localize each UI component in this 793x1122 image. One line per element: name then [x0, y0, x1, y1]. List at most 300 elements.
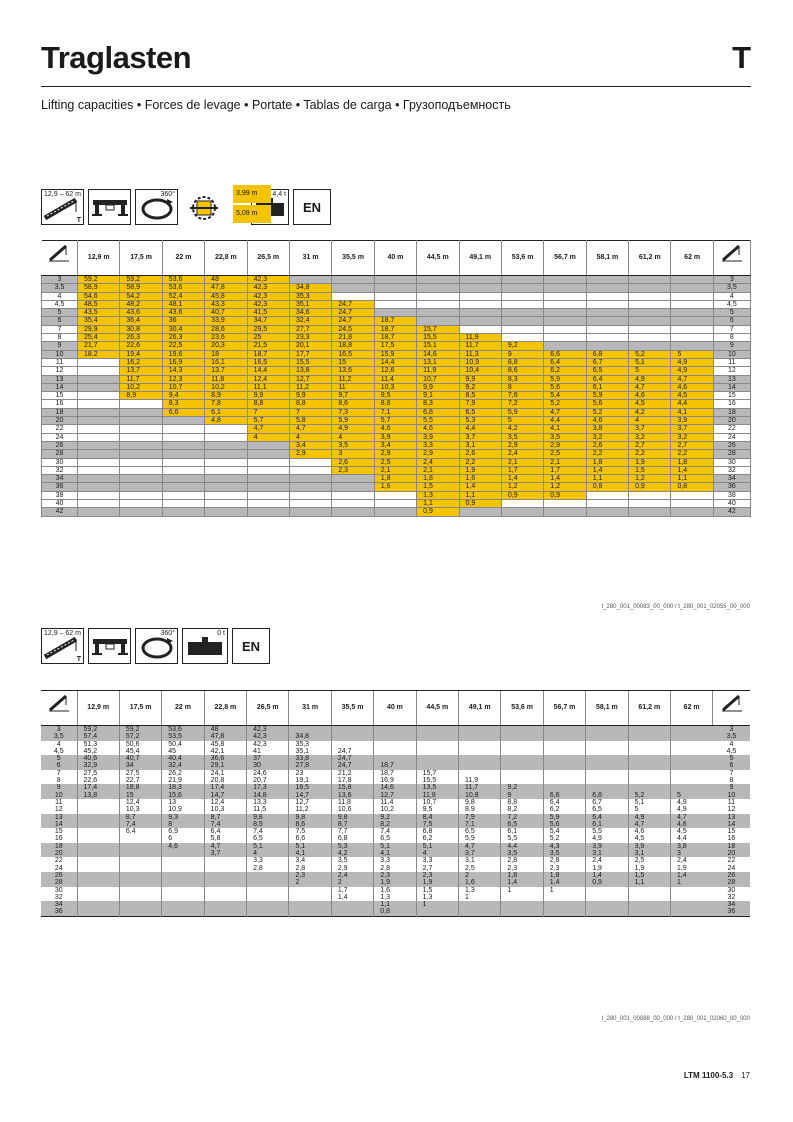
capacity-cell: 27,5	[77, 770, 119, 777]
capacity-cell: 2,4	[586, 857, 628, 864]
capacity-cell: 1,6	[374, 887, 416, 894]
capacity-cell	[78, 466, 120, 474]
capacity-cell: 2,1	[374, 466, 416, 474]
capacity-cell	[332, 500, 374, 508]
radius-label: 24	[713, 433, 750, 441]
boom-length-header: 61,2 m	[628, 691, 670, 726]
table-row	[42, 284, 751, 292]
radius-label: 5	[713, 755, 750, 762]
capacity-cell	[459, 770, 501, 777]
capacity-cell: 24,1	[204, 770, 246, 777]
capacity-cell	[543, 733, 585, 740]
capacity-cell	[416, 741, 458, 748]
outrigger-base-icon	[182, 189, 225, 225]
capacity-cell	[205, 483, 247, 491]
capacity-cell: 5,7	[247, 417, 289, 425]
capacity-cell	[119, 887, 161, 894]
capacity-cell: 0,9	[459, 500, 501, 508]
capacity-cell: 7,8	[205, 400, 247, 408]
capacity-cell: 9,1	[417, 392, 459, 400]
radius-label: 28	[41, 879, 77, 886]
capacity-cell: 8,6	[289, 821, 331, 828]
capacity-cell	[204, 865, 246, 872]
config-2-icons	[41, 628, 270, 664]
capacity-cell	[671, 342, 713, 350]
capacity-cell: 11,8	[416, 792, 458, 799]
table-row	[41, 748, 750, 755]
capacity-cell: 45,8	[205, 292, 247, 300]
capacity-cell	[629, 292, 671, 300]
capacity-cell	[628, 901, 670, 908]
capacity-cell	[671, 508, 713, 516]
capacity-cell: 21,9	[162, 777, 204, 784]
capacity-cell: 4,5	[628, 835, 670, 842]
capacity-cell	[78, 392, 120, 400]
capacity-cell: 9,3	[162, 814, 204, 821]
capacity-cell: 14,3	[162, 367, 204, 375]
capacity-cell: 3,3	[416, 857, 458, 864]
capacity-cell	[586, 762, 628, 769]
capacity-cell	[671, 500, 713, 508]
radius-label: 4,5	[42, 300, 78, 308]
capacity-cell	[416, 726, 458, 734]
capacity-cell	[77, 908, 119, 916]
capacity-cell	[543, 894, 585, 901]
capacity-cell	[629, 500, 671, 508]
capacity-cell: 52,4	[162, 292, 204, 300]
capacity-cell: 13,1	[417, 358, 459, 366]
boom-length-header: 61,2 m	[629, 241, 671, 276]
capacity-cell: 40,7	[119, 755, 161, 762]
capacity-cell: 21,7	[78, 342, 120, 350]
capacity-cell: 4,6	[629, 392, 671, 400]
table-row	[41, 755, 750, 762]
capacity-cell: 4,7	[247, 425, 289, 433]
capacity-cell	[289, 908, 331, 916]
capacity-cell	[205, 491, 247, 499]
capacity-cell	[162, 475, 204, 483]
capacity-cell	[501, 292, 543, 300]
capacity-cell	[374, 733, 416, 740]
boom-length-header: 49,1 m	[459, 241, 501, 276]
capacity-cell: 4,6	[628, 828, 670, 835]
capacity-cell: 24,5	[332, 325, 374, 333]
capacity-cell: 35,3	[289, 292, 331, 300]
capacity-cell	[374, 741, 416, 748]
capacity-cell	[586, 733, 628, 740]
capacity-cell: 35,1	[289, 748, 331, 755]
capacity-cell: 5,3	[459, 417, 501, 425]
capacity-cell: 7	[247, 408, 289, 416]
radius-label: 16	[727, 835, 736, 843]
capacity-cell: 2,8	[247, 865, 289, 872]
capacity-cell	[501, 726, 543, 734]
capacity-cell	[247, 879, 289, 886]
capacity-cell: 13,8	[77, 792, 119, 799]
capacity-cell: 4	[247, 850, 289, 857]
capacity-cell: 8	[501, 383, 543, 391]
capacity-cell: 1,7	[544, 466, 586, 474]
capacity-cell	[543, 755, 585, 762]
capacity-cell	[586, 276, 628, 284]
radius-label: 32	[713, 466, 750, 474]
table-row	[42, 491, 751, 499]
capacity-cell	[586, 726, 628, 734]
capacity-cell: 8,9	[459, 806, 501, 813]
capacity-cell: 4,9	[332, 425, 374, 433]
capacity-cell: 40,7	[205, 309, 247, 317]
capacity-cell: 4,7	[289, 425, 331, 433]
capacity-cell: 22,7	[119, 777, 161, 784]
capacity-cell	[543, 748, 585, 755]
capacity-cell: 8,4	[416, 814, 458, 821]
capacity-cell: 5,9	[501, 408, 543, 416]
capacity-cell	[162, 500, 204, 508]
table-row	[42, 441, 751, 449]
table-row	[41, 741, 750, 748]
capacity-cell	[501, 901, 543, 908]
capacity-cell: 7,4	[204, 821, 246, 828]
capacity-cell: 1,8	[417, 475, 459, 483]
capacity-cell	[247, 441, 289, 449]
capacity-cell	[331, 733, 373, 740]
table-row	[41, 726, 750, 734]
capacity-cell	[629, 491, 671, 499]
table-row	[42, 276, 751, 284]
norm-label: EN	[241, 638, 261, 654]
load-chart-table-2	[41, 690, 750, 917]
capacity-cell: 9,8	[289, 814, 331, 821]
capacity-cell	[247, 491, 289, 499]
capacity-cell: 2,7	[416, 865, 458, 872]
capacity-cell	[586, 284, 628, 292]
capacity-cell: 1,2	[629, 475, 671, 483]
capacity-cell	[120, 466, 162, 474]
radius-label: 10	[713, 792, 750, 799]
capacity-cell: 1,7	[501, 466, 543, 474]
capacity-cell	[77, 850, 119, 857]
table-row	[42, 425, 751, 433]
capacity-cell: 1,1	[374, 901, 416, 908]
radius-label: 6	[713, 317, 750, 325]
title-rule	[41, 86, 751, 87]
capacity-cell: 4,9	[628, 814, 670, 821]
boom-length-header: 49,1 m	[459, 691, 501, 726]
capacity-cell	[78, 441, 120, 449]
counterweight-icon	[182, 628, 228, 664]
capacity-cell	[501, 309, 543, 317]
capacity-cell	[629, 508, 671, 516]
capacity-cell	[77, 857, 119, 864]
boom-unit-label: T	[76, 217, 81, 224]
radius-label: 26	[713, 872, 750, 879]
capacity-cell: 5,9	[332, 417, 374, 425]
capacity-cell	[586, 317, 628, 325]
capacity-cell: 7,4	[374, 828, 416, 835]
table-row	[41, 865, 750, 872]
capacity-cell: 8,8	[501, 358, 543, 366]
capacity-cell	[586, 901, 628, 908]
capacity-cell: 12,7	[289, 375, 331, 383]
capacity-cell	[670, 762, 712, 769]
capacity-cell	[120, 483, 162, 491]
capacity-cell	[120, 491, 162, 499]
capacity-cell: 2,3	[289, 872, 331, 879]
capacity-cell: 1,4	[671, 466, 713, 474]
capacity-cell: 4,1	[544, 425, 586, 433]
norm-badge	[293, 189, 331, 225]
capacity-cell: 24,7	[331, 748, 373, 755]
capacity-cell	[629, 317, 671, 325]
capacity-cell: 6,4	[544, 358, 586, 366]
capacity-cell: 2,3	[543, 865, 585, 872]
capacity-cell	[120, 400, 162, 408]
capacity-cell: 13,6	[331, 792, 373, 799]
capacity-cell	[162, 857, 204, 864]
capacity-cell: 9	[501, 792, 543, 799]
radius-label: 13	[42, 375, 78, 383]
capacity-cell: 3	[670, 850, 712, 857]
capacity-cell: 12,4	[204, 799, 246, 806]
capacity-cell: 24,6	[247, 770, 289, 777]
capacity-cell: 54,2	[120, 292, 162, 300]
capacity-cell	[77, 894, 119, 901]
capacity-cell: 4,1	[374, 850, 416, 857]
boom-length-header: 17,5 m	[119, 691, 161, 726]
capacity-cell: 34,7	[247, 317, 289, 325]
capacity-cell	[162, 894, 204, 901]
capacity-cell: 1,5	[417, 483, 459, 491]
capacity-cell	[586, 770, 628, 777]
radius-label: 28	[713, 879, 750, 886]
capacity-cell	[628, 777, 670, 784]
capacity-cell: 18,7	[374, 770, 416, 777]
capacity-cell	[416, 755, 458, 762]
radius-label: 5	[713, 309, 750, 317]
capacity-cell	[671, 325, 713, 333]
capacity-cell	[543, 908, 585, 916]
capacity-cell	[78, 358, 120, 366]
capacity-cell: 2	[459, 872, 501, 879]
table-row	[41, 894, 750, 901]
capacity-cell	[77, 865, 119, 872]
capacity-cell: 9,2	[374, 814, 416, 821]
capacity-cell: 27,8	[289, 762, 331, 769]
capacity-cell	[331, 726, 373, 734]
radius-label: 12	[42, 367, 78, 375]
capacity-cell	[120, 433, 162, 441]
capacity-cell	[205, 425, 247, 433]
capacity-cell: 24,7	[332, 300, 374, 308]
capacity-cell	[205, 508, 247, 516]
capacity-cell: 1,3	[374, 894, 416, 901]
capacity-cell	[629, 334, 671, 342]
capacity-cell: 4,6	[162, 843, 204, 850]
capacity-cell	[332, 284, 374, 292]
capacity-cell	[374, 500, 416, 508]
boom-length-header: 22 m	[162, 691, 204, 726]
boom-length-header: 17,5 m	[120, 241, 162, 276]
boom-length-header: 12,9 m	[77, 691, 119, 726]
capacity-cell: 42,3	[247, 726, 289, 734]
capacity-cell: 2,1	[417, 466, 459, 474]
capacity-cell: 24,7	[331, 762, 373, 769]
capacity-cell	[204, 879, 246, 886]
capacity-cell: 29,5	[247, 325, 289, 333]
radius-label: 20	[42, 417, 78, 425]
boom-icon	[41, 189, 84, 225]
capacity-cell: 10,3	[204, 806, 246, 813]
capacity-cell: 1,9	[374, 879, 416, 886]
capacity-cell: 16,5	[332, 350, 374, 358]
capacity-cell: 15,5	[416, 777, 458, 784]
capacity-cell	[77, 828, 119, 835]
capacity-cell: 1,3	[459, 887, 501, 894]
capacity-cell: 22,6	[120, 342, 162, 350]
capacity-cell	[586, 508, 628, 516]
capacity-cell: 1,4	[501, 879, 543, 886]
capacity-cell: 2,4	[670, 857, 712, 864]
capacity-cell: 35,3	[289, 741, 331, 748]
capacity-cell: 20,8	[204, 777, 246, 784]
boom-range-label: 12,9 – 62 m	[44, 630, 81, 637]
capacity-cell: 5,1	[374, 843, 416, 850]
radius-label: 5	[41, 755, 77, 762]
capacity-cell: 32,4	[289, 317, 331, 325]
capacity-cell: 10,6	[331, 806, 373, 813]
capacity-cell: 13,5	[416, 784, 458, 791]
capacity-cell: 8,3	[162, 400, 204, 408]
radius-label: 4,5	[726, 747, 737, 755]
capacity-cell: 36,6	[204, 755, 246, 762]
capacity-cell: 12,4	[119, 799, 161, 806]
capacity-cell	[162, 466, 204, 474]
table-2-footnote: t_280_001_00088_00_000 / t_280_001_02060_00_000	[601, 1016, 750, 1022]
capacity-cell: 8,7	[331, 821, 373, 828]
outrigger-span-b: 5,09 m	[233, 205, 271, 223]
capacity-cell: 47,8	[205, 284, 247, 292]
capacity-cell: 8,5	[459, 392, 501, 400]
capacity-cell	[204, 857, 246, 864]
capacity-cell: 7,5	[416, 821, 458, 828]
page-number: 17	[741, 1071, 750, 1080]
capacity-cell: 0,9	[629, 483, 671, 491]
radius-label: 6	[41, 762, 77, 769]
capacity-cell: 24,7	[332, 309, 374, 317]
capacity-cell: 7,1	[459, 821, 501, 828]
capacity-cell: 6,8	[416, 828, 458, 835]
capacity-cell	[501, 741, 543, 748]
capacity-cell	[247, 901, 289, 908]
table-row	[41, 828, 750, 835]
table-row	[41, 857, 750, 864]
capacity-cell: 22,6	[77, 777, 119, 784]
capacity-cell: 8,3	[501, 375, 543, 383]
capacity-cell: 16,2	[120, 358, 162, 366]
table-row	[41, 806, 750, 813]
capacity-cell	[586, 342, 628, 350]
capacity-cell: 5,2	[628, 792, 670, 799]
capacity-cell: 4,1	[671, 408, 713, 416]
capacity-cell	[204, 894, 246, 901]
capacity-cell: 10,7	[162, 383, 204, 391]
capacity-cell: 4,4	[670, 835, 712, 842]
capacity-cell: 58,9	[120, 284, 162, 292]
capacity-cell: 9,2	[501, 784, 543, 791]
capacity-cell: 11,7	[459, 342, 501, 350]
capacity-cell: 42,3	[247, 733, 289, 740]
table-row	[41, 733, 750, 740]
capacity-cell: 3,9	[628, 843, 670, 850]
capacity-cell	[77, 879, 119, 886]
capacity-cell: 12,7	[289, 799, 331, 806]
capacity-cell	[120, 450, 162, 458]
capacity-cell	[670, 777, 712, 784]
capacity-cell: 16,5	[247, 358, 289, 366]
capacity-cell: 16,5	[289, 784, 331, 791]
radius-label: 30	[42, 458, 78, 466]
table-row	[42, 450, 751, 458]
capacity-cell: 2,4	[331, 872, 373, 879]
capacity-cell: 8,9	[120, 392, 162, 400]
capacity-cell: 1	[501, 887, 543, 894]
capacity-cell	[374, 284, 416, 292]
radius-label: 20	[41, 850, 77, 857]
capacity-cell: 4,9	[670, 799, 712, 806]
capacity-cell	[205, 441, 247, 449]
capacity-cell: 14,4	[247, 367, 289, 375]
capacity-cell	[459, 508, 501, 516]
capacity-cell: 2,5	[544, 450, 586, 458]
capacity-cell: 13,7	[120, 367, 162, 375]
table-row	[42, 508, 751, 516]
radius-label: 3,5	[41, 733, 77, 740]
capacity-cell: 12,3	[162, 375, 204, 383]
capacity-cell: 4,5	[671, 392, 713, 400]
radius-label: 26	[713, 441, 750, 449]
boom-length-header: 31 m	[289, 241, 331, 276]
capacity-cell: 42,3	[247, 741, 289, 748]
counterweight-label: 4,4 t	[272, 191, 286, 198]
table-row	[41, 799, 750, 806]
capacity-cell: 59,2	[77, 726, 119, 734]
capacity-cell: 2,3	[374, 872, 416, 879]
capacity-cell: 1,4	[586, 872, 628, 879]
capacity-cell: 9,2	[501, 342, 543, 350]
capacity-cell	[416, 762, 458, 769]
table-row	[41, 879, 750, 886]
capacity-cell: 3,4	[289, 857, 331, 864]
capacity-cell: 5,2	[543, 835, 585, 842]
capacity-cell	[671, 292, 713, 300]
radius-label: 7	[42, 325, 78, 333]
capacity-cell	[247, 872, 289, 879]
radius-label: 22	[42, 425, 78, 433]
capacity-cell: 3,5	[501, 850, 543, 857]
capacity-cell	[289, 276, 331, 284]
capacity-cell: 33,8	[289, 755, 331, 762]
capacity-cell: 1,1	[628, 879, 670, 886]
capacity-cell	[247, 466, 289, 474]
capacity-cell	[247, 458, 289, 466]
capacity-cell: 18	[205, 350, 247, 358]
capacity-cell: 1,9	[629, 458, 671, 466]
capacity-cell	[544, 309, 586, 317]
capacity-cell	[586, 894, 628, 901]
capacity-cell	[332, 475, 374, 483]
radius-label: 24	[42, 433, 78, 441]
capacity-cell: 15,1	[417, 342, 459, 350]
